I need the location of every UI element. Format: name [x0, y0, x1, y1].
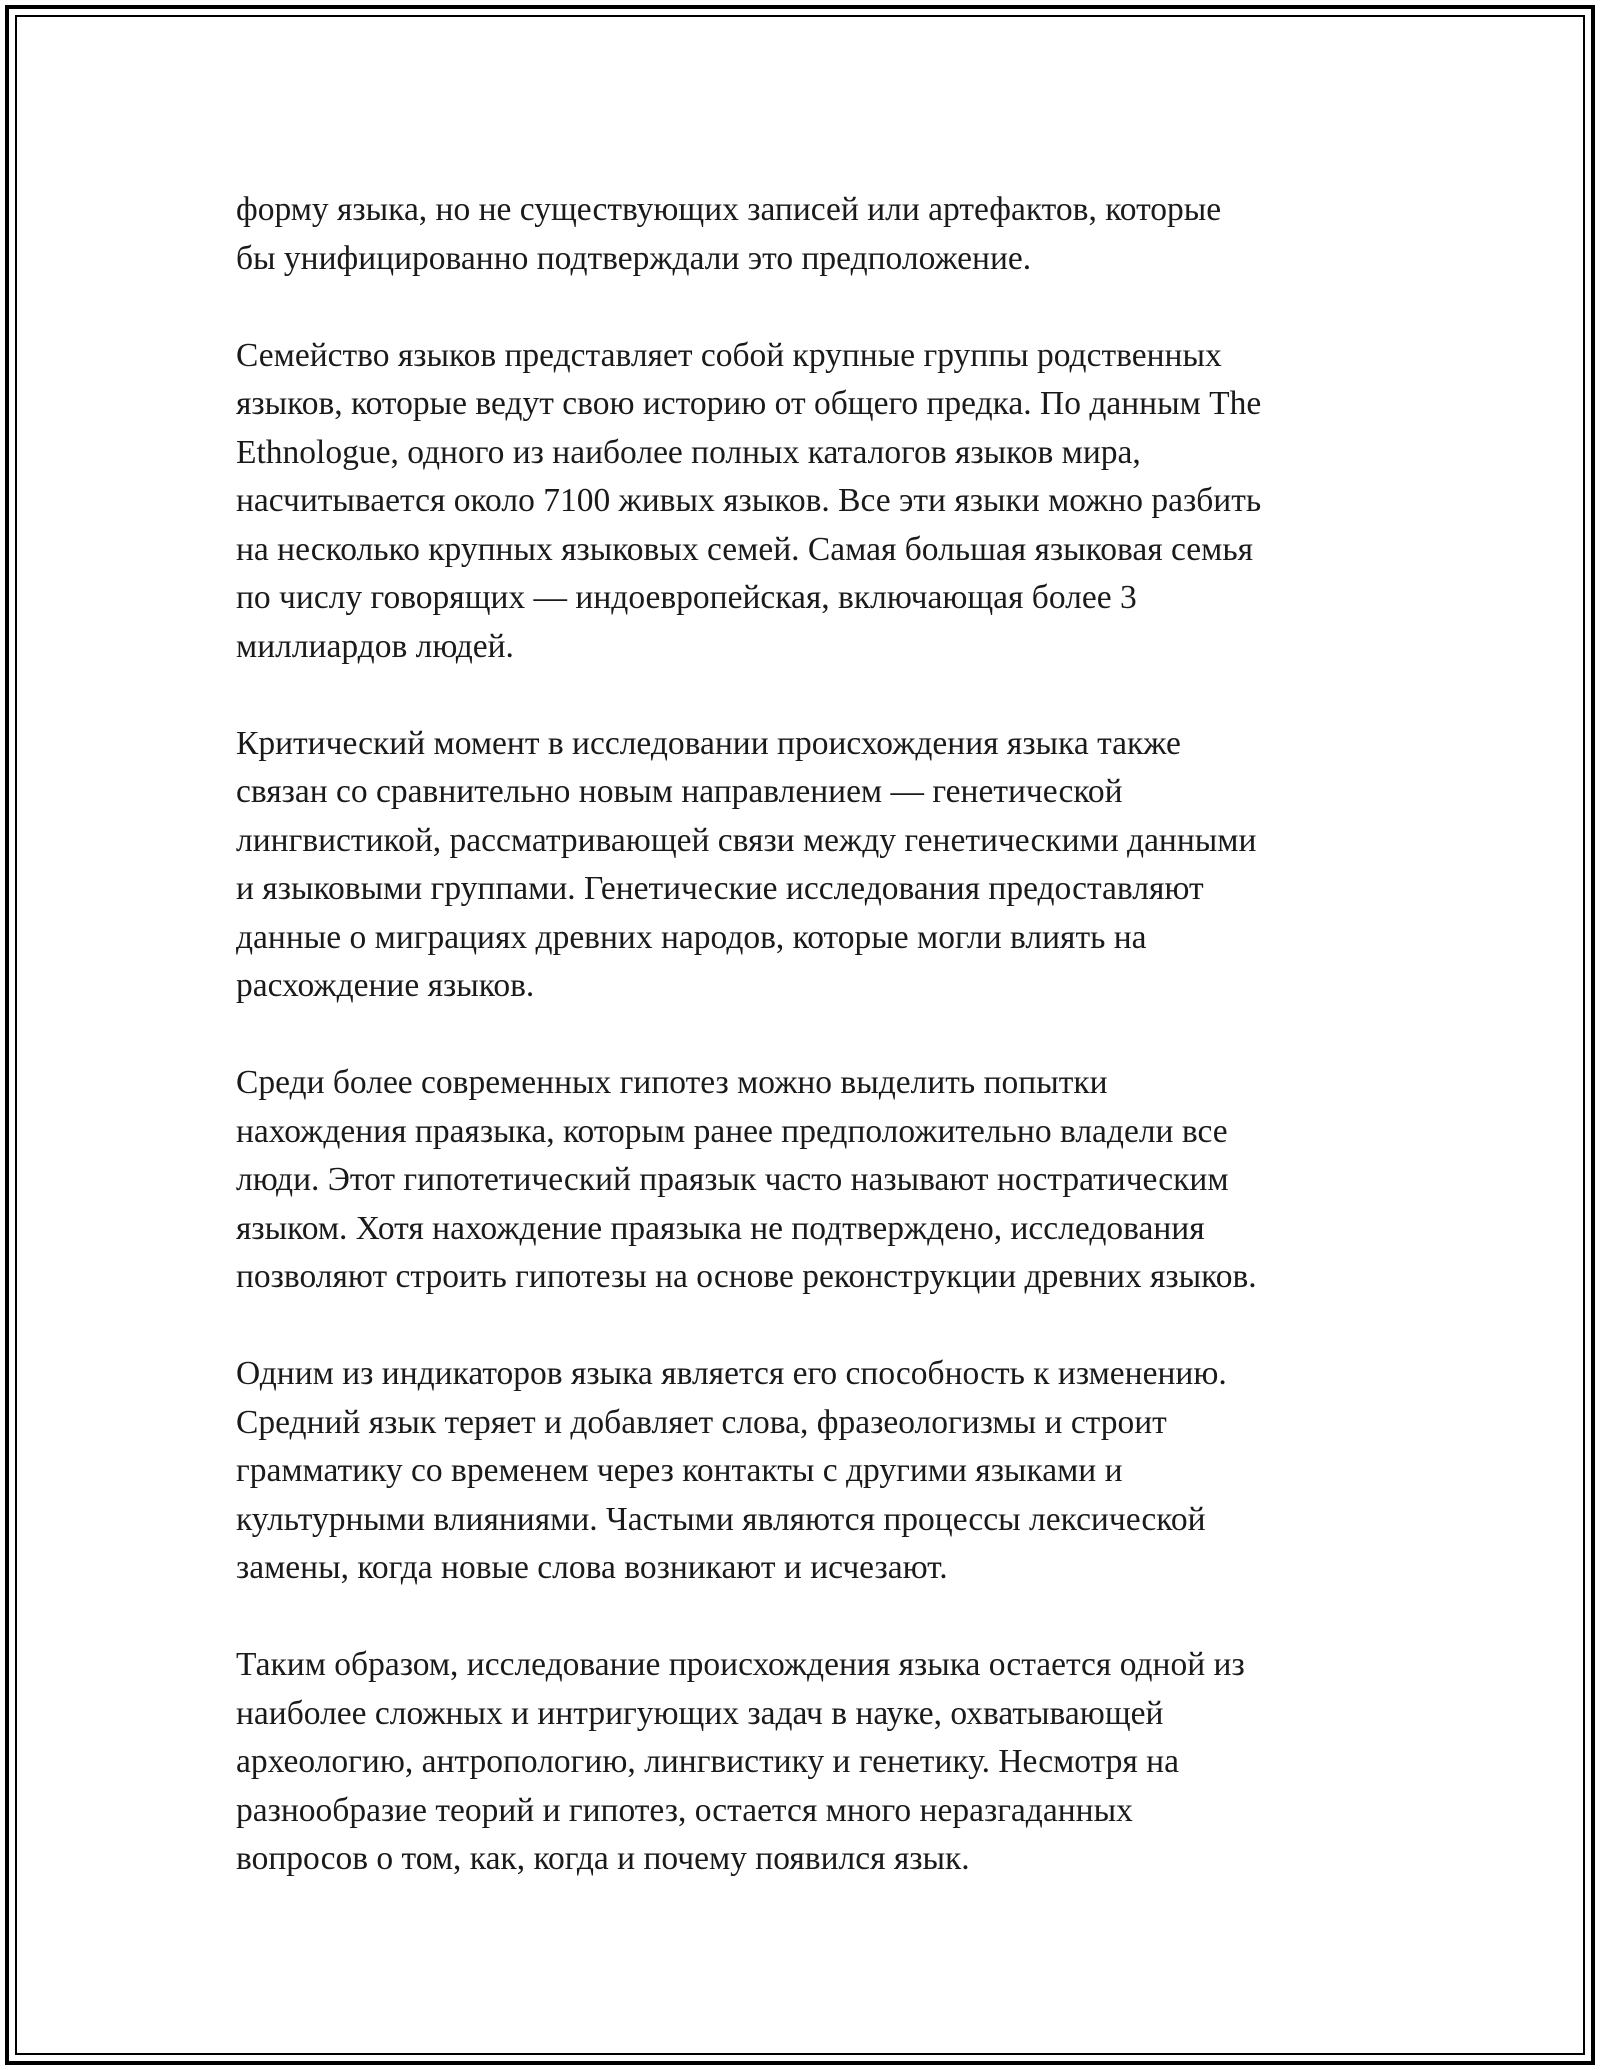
text-line: на несколько крупных языковых семей. Самая большая языковая семья: [236, 530, 1254, 568]
paragraph-6: [236, 1641, 1386, 1884]
paragraph-4: [236, 1059, 1386, 1302]
text-line: Среди более современных гипотез можно выделить попытки: [236, 1064, 1108, 1101]
text-line: Средний язык теряет и добавляет слова, фразеологизмы и строит: [236, 1403, 1167, 1441]
text-line: языков, которые ведут свою историю от общего предка. По данным The: [236, 385, 1262, 422]
text-line: данные о миграциях древних народов, которые могли влиять на: [236, 918, 1147, 956]
text-line: археологию, антропологию, лингвистику и генетику. Несмотря на: [236, 1743, 1179, 1780]
text-line: Ethnologue, одного из наиболее полных каталогов языков мира,: [236, 433, 1141, 471]
text-line: лингвистикой, рассматривающей связи между генетическими данными: [236, 821, 1257, 859]
text-line: разнообразие теорий и гипотез, остается много неразгаданных: [236, 1791, 1133, 1829]
text-line: наиболее сложных и интригующих задач в науке, охватывающей: [236, 1694, 1164, 1732]
text-line: форму языка, но не существующих записей или артефактов, которые: [236, 191, 1222, 228]
paragraph-1: [236, 186, 1386, 283]
text-line: связан со сравнительно новым направлением — генетической: [236, 773, 1123, 810]
text-line: замены, когда новые слова возникают и исчезают.: [236, 1549, 948, 1586]
text-line: расхождение языков.: [236, 967, 535, 1004]
text-line: Таким образом, исследование происхождения языка остается одной из: [236, 1646, 1245, 1683]
text-line: насчитывается около 7100 живых языков. Все эти языки можно разбить: [236, 482, 1262, 519]
text-line: миллиардов людей.: [236, 627, 514, 665]
text-line: языком. Хотя нахождение праязыка не подтверждено, исследования: [236, 1209, 1205, 1247]
text-line: вопросов о том, как, когда и почему появился язык.: [236, 1840, 970, 1877]
text-line: люди. Этот гипотетический праязык часто называют ностратическим: [236, 1161, 1229, 1198]
text-line: позволяют строить гипотезы на основе реконструкции древних языков.: [236, 1258, 1257, 1295]
text-line: Семейство языков представляет собой крупные группы родственных: [236, 336, 1222, 374]
paragraph-5: [236, 1350, 1386, 1593]
text-line: нахождения праязыка, которым ранее предположительно владели все: [236, 1112, 1228, 1150]
document-body: [236, 186, 1386, 1932]
text-line: Критический момент в исследовании происхождения языка также: [236, 724, 1181, 762]
text-line: культурными влияниями. Частыми являются процессы лексической: [236, 1500, 1206, 1538]
text-line: Одним из индикаторов языка является его способность к изменению.: [236, 1355, 1227, 1392]
text-line: по числу говорящих — индоевропейская, включающая более 3: [236, 579, 1137, 616]
paragraph-3: [236, 720, 1386, 1011]
text-line: грамматику со временем через контакты с другими языками и: [236, 1452, 1123, 1489]
paragraph-2: [236, 332, 1386, 672]
text-line: бы унифицированно подтверждали это предположение.: [236, 239, 1032, 277]
text-line: и языковыми группами. Генетические исследования предоставляют: [236, 870, 1204, 907]
